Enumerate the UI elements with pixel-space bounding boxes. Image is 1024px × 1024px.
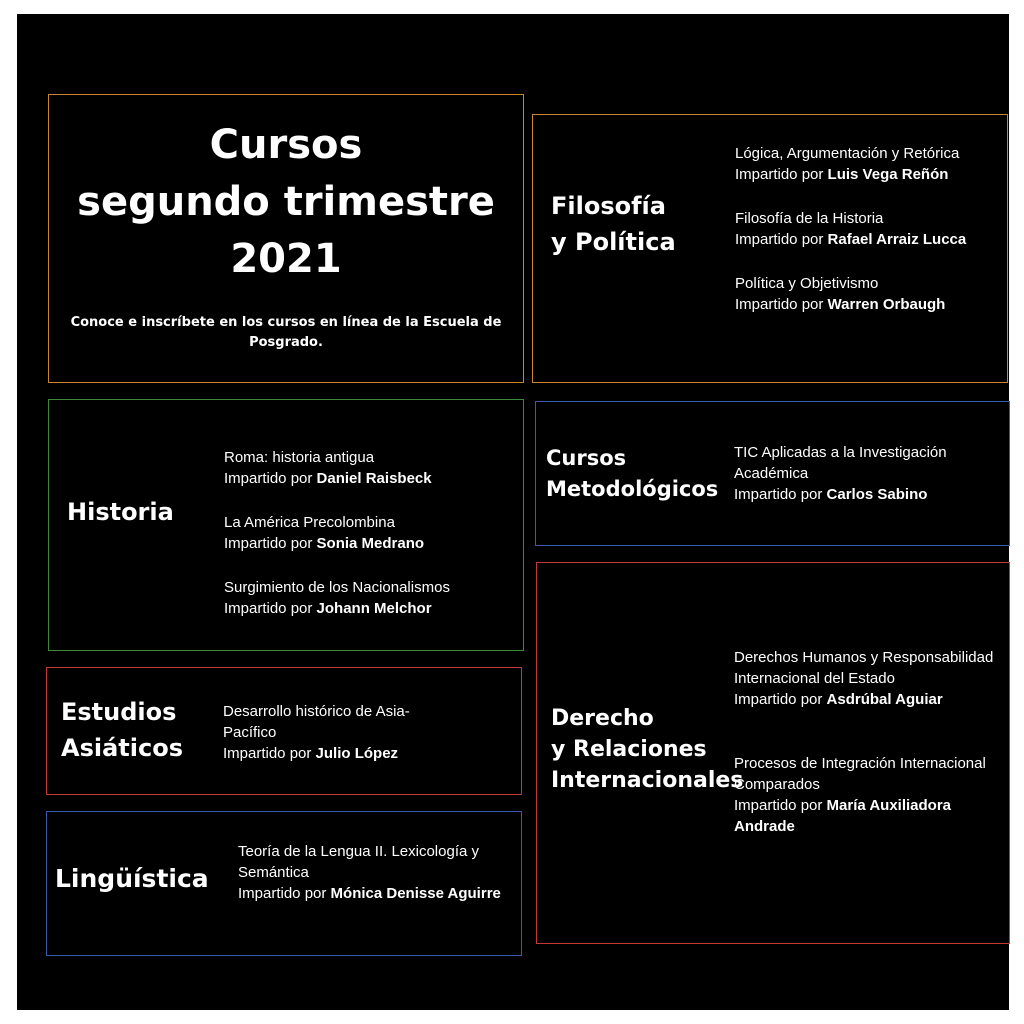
- course-item: [734, 647, 999, 710]
- instructor-name: Mónica Denisse Aguirre: [330, 885, 501, 902]
- course-list: [735, 143, 1000, 315]
- section-heading: [546, 443, 718, 505]
- course-item: [735, 273, 1000, 315]
- course-name: Roma: historia antigua: [224, 449, 375, 466]
- course-item: [224, 577, 514, 619]
- section-asiaticos: [46, 667, 522, 795]
- instructor-prefix: Impartido por: [735, 166, 824, 183]
- section-historia: [48, 399, 524, 651]
- section-heading: Historia: [67, 498, 174, 526]
- poster-title: [49, 117, 523, 288]
- section-metodologicos: [535, 401, 1010, 546]
- course-item: [734, 753, 999, 837]
- course-list: [734, 442, 999, 505]
- instructor-name: Asdrúbal Aguiar: [826, 691, 943, 708]
- course-instructor-line: [224, 598, 514, 619]
- instructor-name: Warren Orbaugh: [827, 296, 946, 313]
- heading-line: Cursos: [546, 446, 627, 470]
- course-name: Derechos Humanos y Responsabilidad Internacional del Estado: [734, 649, 994, 687]
- instructor-name: Johann Melchor: [316, 600, 432, 617]
- instructor-prefix: Impartido por: [238, 885, 327, 902]
- section-heading: Lingüística: [55, 864, 209, 893]
- instructor-name: Sonia Medrano: [316, 535, 425, 552]
- heading-line: Asiáticos: [61, 734, 183, 762]
- instructor-name: Julio López: [315, 745, 399, 762]
- course-instructor-line: [735, 164, 1000, 185]
- course-list: [734, 647, 999, 880]
- course-item: [734, 442, 999, 505]
- instructor-name: Rafael Arraiz Lucca: [827, 231, 967, 248]
- course-instructor-line: [734, 689, 999, 710]
- section-filosofia: [532, 114, 1008, 383]
- course-name: Desarrollo histórico de Asia-Pacífico: [223, 703, 410, 741]
- title-line: 2021: [230, 236, 342, 282]
- course-instructor-line: [734, 795, 999, 837]
- instructor-prefix: Impartido por: [224, 470, 313, 487]
- section-heading: [551, 703, 743, 796]
- course-instructor-line: [223, 743, 453, 764]
- instructor-prefix: Impartido por: [734, 797, 823, 814]
- course-list: [238, 841, 508, 904]
- heading-line: y Relaciones: [551, 737, 707, 762]
- poster-canvas: [17, 14, 1009, 1010]
- course-instructor-line: [734, 484, 999, 505]
- course-instructor-line: [224, 468, 514, 489]
- heading-line: Estudios: [61, 698, 177, 726]
- title-line: Cursos: [209, 122, 363, 168]
- heading-line: Derecho: [551, 706, 654, 731]
- instructor-prefix: Impartido por: [224, 600, 313, 617]
- course-name: Procesos de Integración Internacional Comparados: [734, 755, 986, 793]
- instructor-name: Carlos Sabino: [826, 486, 928, 503]
- course-name: Teoría de la Lengua II. Lexicología y Semántica: [238, 843, 479, 881]
- instructor-name: Luis Vega Reñón: [827, 166, 949, 183]
- heading-line: Internacionales: [551, 768, 744, 793]
- course-instructor-line: [224, 533, 514, 554]
- poster-subtitle: Conoce e inscríbete en los cursos en línea de la Escuela de Posgrado.: [70, 315, 502, 350]
- instructor-prefix: Impartido por: [734, 486, 823, 503]
- course-instructor-line: [238, 883, 508, 904]
- title-line: segundo trimestre: [77, 179, 495, 225]
- heading-line: Metodológicos: [546, 477, 719, 501]
- course-name: Lógica, Argumentación y Retórica: [735, 145, 960, 162]
- heading-line: y Política: [551, 228, 676, 256]
- course-item: [223, 701, 453, 764]
- course-list: [223, 701, 453, 764]
- section-derecho: [536, 562, 1010, 944]
- course-name: La América Precolombina: [224, 514, 395, 531]
- instructor-name: María Auxiliadora Andrade: [734, 797, 952, 835]
- course-name: Surgimiento de los Nacionalismos: [224, 579, 450, 596]
- title-panel: [48, 94, 524, 383]
- instructor-prefix: Impartido por: [734, 691, 823, 708]
- section-heading: [61, 694, 183, 766]
- heading-line: Filosofía: [551, 192, 666, 220]
- section-heading: [551, 188, 676, 260]
- course-item: [224, 512, 514, 554]
- instructor-prefix: Impartido por: [735, 296, 824, 313]
- course-list: [224, 447, 514, 619]
- course-instructor-line: [735, 229, 1000, 250]
- instructor-prefix: Impartido por: [223, 745, 312, 762]
- section-linguistica: [46, 811, 522, 956]
- instructor-prefix: Impartido por: [735, 231, 824, 248]
- course-name: Filosofía de la Historia: [735, 210, 884, 227]
- course-name: TIC Aplicadas a la Investigación Académica: [734, 444, 947, 482]
- course-item: [238, 841, 508, 904]
- course-item: [735, 208, 1000, 250]
- course-instructor-line: [735, 294, 1000, 315]
- course-item: [735, 143, 1000, 185]
- instructor-prefix: Impartido por: [224, 535, 313, 552]
- instructor-name: Daniel Raisbeck: [316, 470, 432, 487]
- course-item: [224, 447, 514, 489]
- course-name: Política y Objetivismo: [735, 275, 879, 292]
